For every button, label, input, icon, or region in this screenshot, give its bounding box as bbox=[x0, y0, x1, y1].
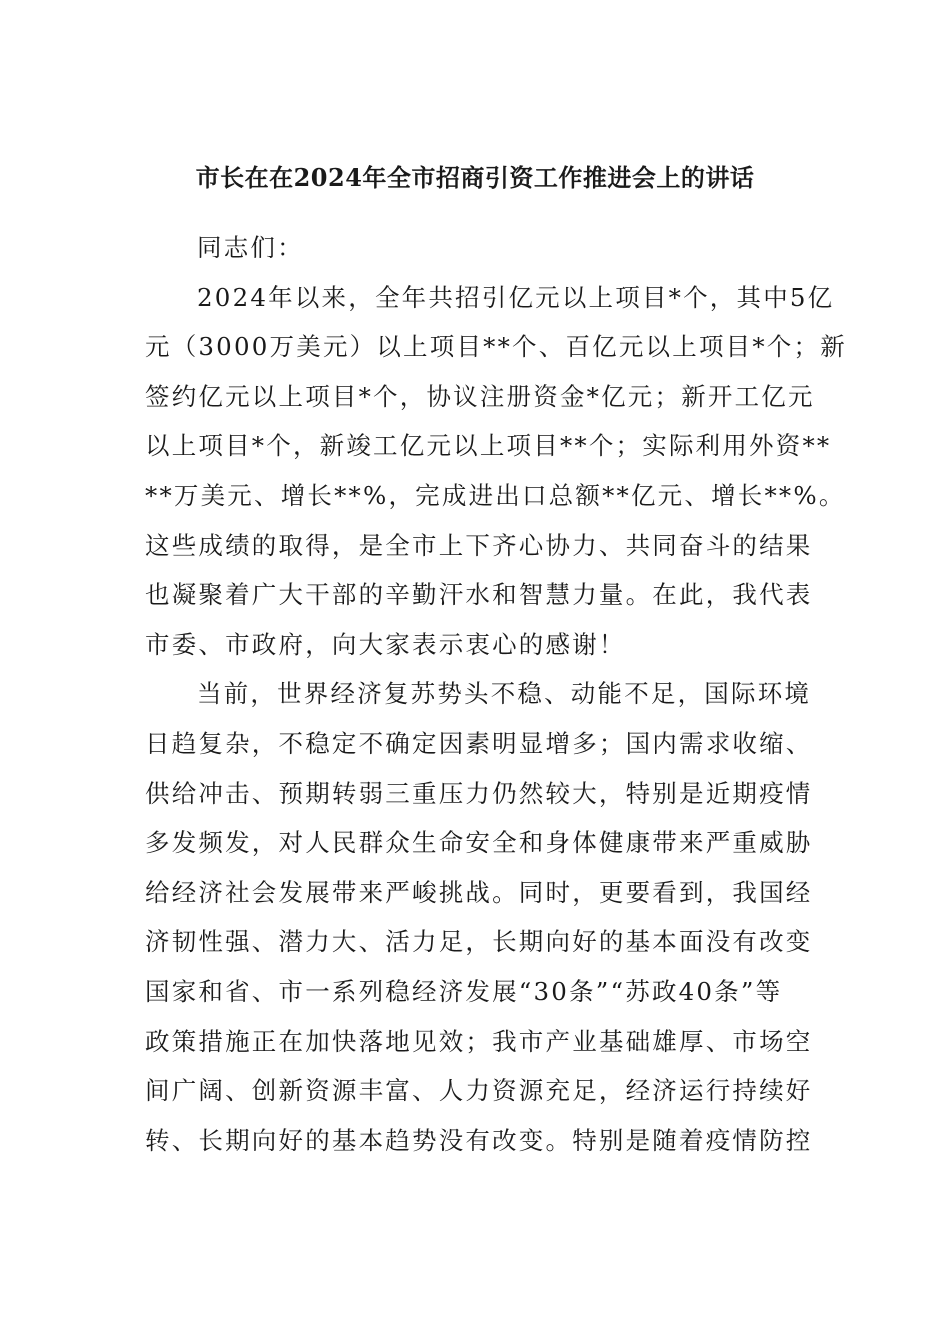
paragraph-line: 间广阔、创新资源丰富、人力资源充足，经济运行持续好 bbox=[145, 1076, 813, 1106]
paragraph-1 bbox=[145, 273, 847, 670]
paragraph-line: 2024年以来，全年共招引亿元以上项目*个，其中5亿 bbox=[197, 282, 835, 312]
paragraph-line: 以上项目*个，新竣工亿元以上项目**个；实际利用外资** bbox=[145, 431, 832, 461]
paragraph-line: 供给冲击、预期转弱三重压力仍然较大，特别是近期疫情 bbox=[145, 778, 813, 808]
greeting-text: 同志们： bbox=[197, 233, 304, 262]
paragraph-line: 也凝聚着广大干部的辛勤汗水和智慧力量。在此，我代表 bbox=[145, 580, 813, 610]
paragraph-line: 国家和省、市一系列稳经济发展“30条”“苏政40条”等 bbox=[145, 976, 783, 1006]
paragraph-line: 政策措施正在加快落地见效；我市产业基础雄厚、市场空 bbox=[145, 1026, 813, 1056]
paragraph-line: 市委、市政府，向大家表示衷心的感谢！ bbox=[145, 629, 626, 659]
paragraph-line: 当前，世界经济复苏势头不稳、动能不足，国际环境 bbox=[197, 679, 812, 709]
paragraph-line: 这些成绩的取得，是全市上下齐心协力、共同奋斗的结果 bbox=[145, 530, 813, 560]
document-body bbox=[145, 223, 847, 1165]
greeting-paragraph bbox=[145, 223, 805, 273]
paragraph-line: 多发频发，对人民群众生命安全和身体健康带来严重威胁 bbox=[145, 828, 813, 858]
paragraph-line: 日趋复杂，不稳定不确定因素明显增多；国内需求收缩、 bbox=[145, 728, 813, 758]
paragraph-line: 元（3000万美元）以上项目**个、百亿元以上项目*个；新 bbox=[145, 332, 847, 362]
paragraph-line: 济韧性强、潜力大、活力足，长期向好的基本面没有改变 bbox=[145, 927, 813, 957]
document-title: 市长在在2024年全市招商引资工作推进会上的讲话 bbox=[195, 163, 755, 192]
paragraph-2 bbox=[145, 669, 813, 1165]
paragraph-line: 给经济社会发展带来严峻挑战。同时，更要看到，我国经 bbox=[145, 877, 813, 907]
paragraph-line: 转、长期向好的基本趋势没有改变。特别是随着疫情防控 bbox=[145, 1125, 813, 1155]
paragraph-line: **万美元、增长**%，完成进出口总额**亿元、增长**%。 bbox=[145, 480, 846, 510]
paragraph-line: 签约亿元以上项目*个，协议注册资金*亿元；新开工亿元 bbox=[145, 381, 815, 411]
